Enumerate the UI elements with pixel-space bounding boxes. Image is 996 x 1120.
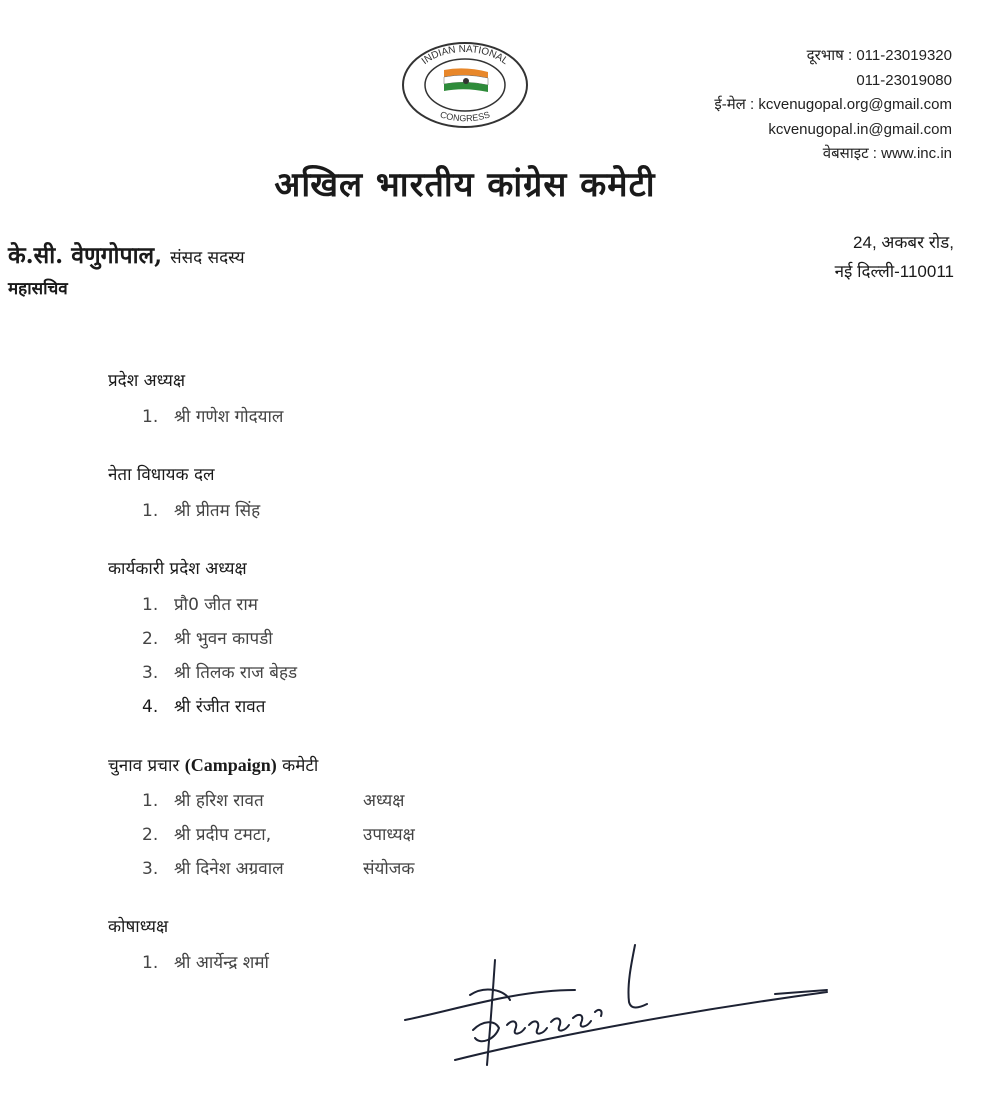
item-name: श्री प्रदीप टमटा, xyxy=(174,825,272,845)
list-item xyxy=(108,784,728,818)
address-line-2: नई दिल्ली-110011 xyxy=(834,262,954,281)
list-item xyxy=(108,494,728,528)
section-title-post: कमेटी xyxy=(276,756,319,776)
sender-suffix: संसद सदस्य xyxy=(170,248,245,268)
item-number: 3. xyxy=(142,859,159,879)
item-name: श्री प्रीतम सिंह xyxy=(174,501,261,521)
signature-image xyxy=(395,930,835,1080)
section-legislature-leader xyxy=(108,462,728,528)
section-title xyxy=(108,752,728,778)
website-line: वेबसाइट : www.inc.in xyxy=(822,145,952,162)
item-number: 4. xyxy=(142,697,159,717)
appointments-list xyxy=(108,368,728,1008)
item-number: 1. xyxy=(142,407,159,427)
logo-text-top: INDIAN NATIONAL xyxy=(419,43,511,68)
item-name: श्री रंजीत रावत xyxy=(174,697,266,717)
item-number: 1. xyxy=(142,791,159,811)
letterhead-title: अखिल भारतीय कांग्रेस कमेटी xyxy=(274,165,656,205)
item-name: श्री दिनेश अग्रवाल xyxy=(174,859,284,879)
list-item xyxy=(108,818,728,852)
item-role: संयोजक xyxy=(363,859,415,879)
sender-designation: महासचिव xyxy=(8,279,68,299)
list-item xyxy=(108,852,728,886)
section-title-pre: चुनाव प्रचार xyxy=(108,756,185,776)
item-number: 1. xyxy=(142,501,159,521)
address-block xyxy=(835,228,954,286)
list-item xyxy=(108,588,728,622)
section-working-presidents xyxy=(108,556,728,724)
item-name: प्रौ0 जीत राम xyxy=(174,595,258,615)
list-item xyxy=(108,656,728,690)
phone-line-2: 011-23019080 xyxy=(856,71,952,89)
section-title-bold: (Campaign) xyxy=(184,755,277,775)
email-line-2: kcvenugopal.in@gmail.com xyxy=(768,120,952,138)
section-state-president xyxy=(108,368,728,434)
svg-text:INDIAN NATIONAL xyxy=(420,44,511,67)
sender-name xyxy=(8,238,245,270)
congress-logo xyxy=(400,40,530,130)
item-name: श्री गणेश गोदयाल xyxy=(174,407,284,427)
item-name: श्री आर्येन्द्र शर्मा xyxy=(174,953,269,973)
section-campaign-committee xyxy=(108,752,728,886)
item-number: 1. xyxy=(142,953,159,973)
flag-icon xyxy=(444,68,488,92)
sender-name-text: के.सी. वेणुगोपाल, xyxy=(8,242,163,269)
item-number: 2. xyxy=(142,629,159,649)
item-role: अध्यक्ष xyxy=(363,791,405,811)
item-number: 2. xyxy=(142,825,159,845)
phone-line-1: दूरभाष : 011-23019320 xyxy=(806,47,952,64)
logo-text-bottom: CONGRESS xyxy=(438,109,492,124)
item-name: श्री तिलक राज बेहड xyxy=(174,663,298,683)
email-line-1: ई-मेल : kcvenugopal.org@gmail.com xyxy=(714,96,952,113)
section-title: नेता विधायक दल xyxy=(108,465,215,485)
item-role: उपाध्यक्ष xyxy=(363,825,415,845)
item-name: श्री हरिश रावत xyxy=(174,791,264,811)
item-number: 1. xyxy=(142,595,159,615)
section-title: कार्यकारी प्रदेश अध्यक्ष xyxy=(108,559,247,579)
list-item xyxy=(108,400,728,434)
list-item xyxy=(108,690,728,724)
address-line-1: 24, अकबर रोड, xyxy=(853,233,954,252)
section-title: प्रदेश अध्यक्ष xyxy=(108,371,186,391)
item-name: श्री भुवन कापडी xyxy=(174,629,273,649)
item-number: 3. xyxy=(142,663,159,683)
section-title: कोषाध्यक्ष xyxy=(108,917,169,937)
contact-block xyxy=(714,44,952,167)
list-item xyxy=(108,622,728,656)
